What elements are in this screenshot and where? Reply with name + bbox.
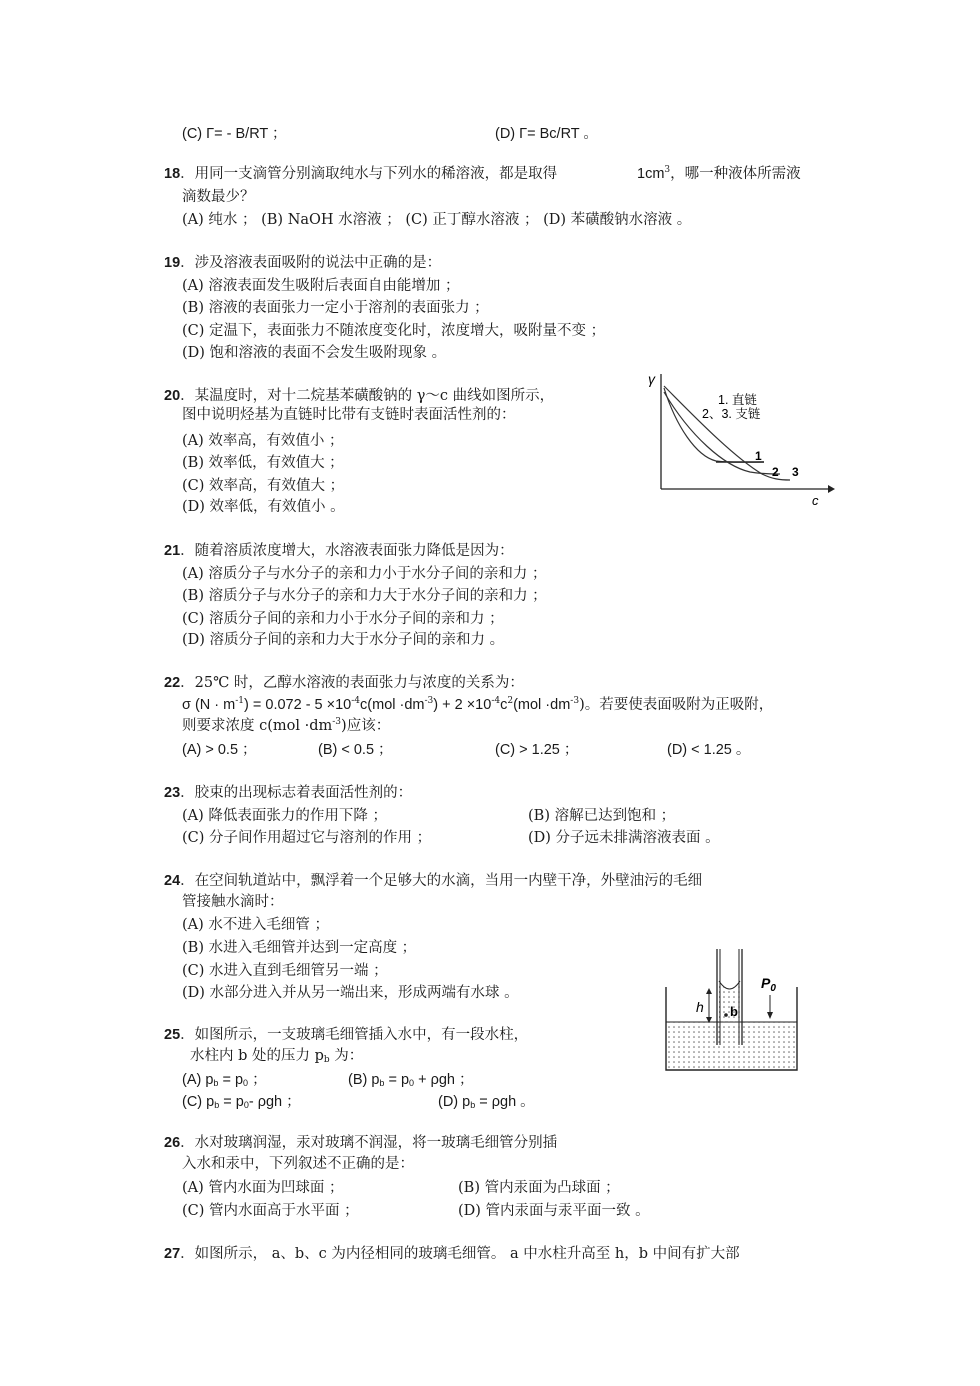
q26-stem-line2: 入水和汞中，下列叙述不正确的是： — [182, 1156, 414, 1172]
q25-height-arrow-top — [706, 988, 712, 994]
q25-opt-c-3: - ρgh ； — [248, 1094, 301, 1110]
q18-stem-unit — [637, 164, 801, 184]
q23-option-d: (D) 分子远未排满溶液表面 。 — [528, 830, 720, 846]
q17-option-c: (C) Γ= - B/RT ； — [182, 126, 287, 142]
q25-option-c — [182, 1092, 301, 1112]
q19-option-d: (D) 饱和溶液的表面不会发生吸附现象 。 — [182, 345, 447, 361]
q20-curve-label-3: 3 — [792, 465, 799, 479]
q22-stem-3a: 则要求浓度 c(mol ·dm — [182, 718, 333, 734]
q21-stem — [164, 541, 514, 561]
q19-stem — [164, 253, 441, 273]
q27-stem-text: ．如图所示， a、b、c 为内径相同的玻璃毛细管。 a 中水柱升高至 h，b 中间有扩大部 — [180, 1246, 740, 1262]
q25-opt-a-sub2: 0 — [243, 1078, 249, 1088]
q24-stem-line2: 管接触水滴时： — [182, 894, 284, 910]
q18-unit-sup: 3 — [664, 165, 671, 175]
q25-label-p-sub: 0 — [770, 983, 776, 994]
q24-option-d: (D) 水部分进入并从另一端出来，形成两端有水球 。 — [182, 985, 519, 1001]
q22-eq-2: ) = 0.072 - 5 ×10 — [244, 697, 352, 713]
q22-equation — [182, 695, 773, 715]
q20-y-label: γ — [648, 371, 655, 387]
q18-stem-a: ．用同一支滴管分别滴取纯水与下列水的稀溶液，都是取得 — [180, 166, 558, 182]
q23-option-a: (A) 降低表面张力的作用下降 ； — [182, 808, 388, 824]
q26-option-c: (C) 管内水面高于水平面 ； — [182, 1203, 359, 1219]
q25-option-d — [438, 1092, 535, 1112]
q25-opt-b-1: (B) p — [348, 1072, 380, 1088]
q25-opt-a-1: (A) p — [182, 1072, 214, 1088]
q20-x-label: c — [812, 493, 819, 508]
q25-opt-b-sub: b — [379, 1078, 385, 1088]
q24-option-c: (C) 水进入直到毛细管另一端 ； — [182, 963, 388, 979]
q22-stem-text: ．25℃ 时，乙醇水溶液的表面张力与浓度的关系为： — [180, 675, 524, 691]
q22-eq-1: σ (N · m — [182, 697, 236, 713]
q23-stem — [164, 783, 412, 803]
q20-number: 20 — [164, 388, 181, 404]
q22-eq-1-sup: -1 — [235, 696, 245, 706]
q20-option-c: (C) 效率高，有效值大 ； — [182, 478, 345, 494]
q25-stem-line2 — [190, 1046, 363, 1066]
q19-stem-text: ．涉及溶液表面吸附的说法中正确的是： — [180, 255, 442, 271]
q25-opt-c-1: (C) p — [182, 1094, 215, 1110]
q19-option-c: (C) 定温下，表面张力不随浓度变化时，浓度增大，吸附量不变 ； — [182, 323, 606, 339]
q20-curve-label-1: 1 — [755, 449, 762, 463]
q22-eq-6-sup: -3 — [570, 696, 580, 706]
q25-label-b: b — [730, 1004, 738, 1019]
q26-stem-text1: ．水对玻璃润湿，汞对玻璃不润湿，将一玻璃毛细管分别插 — [180, 1135, 558, 1151]
q22-stem-3b: )应该： — [341, 718, 391, 734]
q20-stem-line1 — [164, 386, 554, 406]
q21-option-d: (D) 溶质分子间的亲和力大于水分子间的亲和力 。 — [182, 632, 505, 648]
q21-option-c: (C) 溶质分子间的亲和力小于水分子间的亲和力 ； — [182, 611, 504, 627]
q22-stem-3-sup: -3 — [332, 717, 342, 727]
q23-number: 23 — [164, 785, 181, 801]
q22-stem-line3 — [182, 716, 390, 736]
q25-opt-a-2: = p — [218, 1072, 244, 1088]
q25-opt-d-1: (D) p — [438, 1094, 471, 1110]
q24-option-a: (A) 水不进入毛细管 ； — [182, 917, 330, 933]
q25-opt-c-sub: b — [214, 1100, 220, 1110]
q25-stem-2-sub: b — [323, 1055, 330, 1065]
q25-opt-d-sub: b — [470, 1100, 476, 1110]
q22-stem — [164, 673, 524, 693]
q26-option-a: (A) 管内水面为凹球面 ； — [182, 1180, 344, 1196]
q24-stem-line1 — [164, 871, 702, 891]
q25-p0-arrowhead — [767, 1012, 773, 1019]
q22-eq-2-sup: -4 — [351, 696, 361, 706]
q25-opt-b-3: + ρgh ； — [414, 1072, 474, 1088]
q25-number: 25 — [164, 1027, 181, 1043]
q20-option-a: (A) 效率高，有效值小 ； — [182, 433, 344, 449]
q25-stem-text1: ．如图所示，一支玻璃毛细管插入水中，有一段水柱， — [180, 1027, 529, 1043]
q20-legend-2: 2、3. 支链 — [702, 407, 761, 421]
q25-option-a — [182, 1070, 267, 1090]
q22-eq-7: )。若要使表面吸附为正吸附， — [579, 697, 774, 713]
q25-label-h: h — [696, 999, 704, 1015]
q20-option-d: (D) 效率低，有效值小 。 — [182, 499, 345, 515]
q25-opt-b-2: = p — [384, 1072, 410, 1088]
q22-eq-5-sup: 2 — [507, 696, 514, 706]
q25-stem-2b: 为： — [329, 1048, 364, 1064]
q19-option-a: (A) 溶液表面发生吸附后表面自由能增加 ； — [182, 278, 460, 294]
q22-eq-4-sup: -4 — [491, 696, 501, 706]
q22-number: 22 — [164, 675, 181, 691]
q25-opt-c-sub2: 0 — [243, 1100, 249, 1110]
q26-stem-line1 — [164, 1133, 557, 1153]
q18-unit: 1cm — [637, 166, 665, 182]
q25-label-p: P — [761, 975, 771, 991]
q25-point-b — [724, 1013, 728, 1017]
q25-option-b — [348, 1070, 473, 1090]
q22-option-c: (C) > 1.25 ； — [495, 742, 579, 758]
q18-stem-line1 — [164, 164, 557, 184]
q21-option-a: (A) 溶质分子与水分子的亲和力小于水分子间的亲和力 ； — [182, 566, 547, 582]
q24-number: 24 — [164, 873, 181, 889]
q20-stem-line2: 图中说明烃基为直链时比带有支链时表面活性剂的： — [182, 407, 516, 423]
q24-stem-text1: ．在空间轨道站中，飘浮着一个足够大的水滴，当用一内壁干净，外壁油污的毛细 — [180, 873, 703, 889]
q21-option-b: (B) 溶质分子与水分子的亲和力大于水分子间的亲和力 ； — [182, 588, 547, 604]
q19-number: 19 — [164, 255, 181, 271]
q25-label-p0 — [761, 975, 776, 994]
q25-figure — [662, 945, 802, 1075]
q25-opt-a-3: ； — [248, 1072, 267, 1088]
q20-stem-text1: ．某温度时，对十二烷基苯磺酸钠的 γ～c 曲线如图所示， — [180, 388, 555, 404]
q23-option-b: (B) 溶解已达到饱和 ； — [528, 808, 676, 824]
q22-eq-6: (mol ·dm — [513, 697, 571, 713]
q20-x-arrow — [828, 485, 835, 493]
q26-option-d: (D) 管内汞面与汞平面一致 。 — [458, 1203, 650, 1219]
q23-stem-text: ．胶束的出现标志着表面活性剂的： — [180, 785, 413, 801]
q20-option-b: (B) 效率低，有效值大 ； — [182, 455, 344, 471]
q22-eq-3: c(mol ·dm — [360, 697, 425, 713]
q22-option-d: (D) < 1.25 。 — [667, 742, 751, 758]
q27-stem — [164, 1244, 740, 1264]
q18-number: 18 — [164, 166, 181, 182]
q25-opt-d-2: = ρgh 。 — [475, 1094, 535, 1110]
q22-eq-5: c — [500, 697, 508, 713]
q25-opt-b-sub2: 0 — [409, 1078, 415, 1088]
q25-stem-2: 水柱内 b 处的压力 p — [190, 1048, 324, 1064]
q19-option-b: (B) 溶液的表面张力一定小于溶剂的表面张力 ； — [182, 300, 489, 316]
q22-option-a: (A) > 0.5 ； — [182, 742, 257, 758]
q21-number: 21 — [164, 543, 181, 559]
q20-figure — [640, 364, 840, 512]
q25-opt-c-2: = p — [219, 1094, 244, 1110]
q25-stem-line1 — [164, 1025, 528, 1045]
q26-number: 26 — [164, 1135, 181, 1151]
q27-number: 27 — [164, 1246, 181, 1262]
q18-options: (A) 纯水 ； (B) NaOH 水溶液 ； (C) 正丁醇水溶液 ； (D) 苯磺酸钠水溶液 。 — [182, 212, 692, 228]
q20-curve-label-2: 2 — [772, 465, 779, 479]
q20-legend-1: 1. 直链 — [718, 393, 757, 407]
q23-option-c: (C) 分子间作用超过它与溶剂的作用 ； — [182, 830, 432, 846]
q17-option-d: (D) Γ= Bc/RT 。 — [495, 126, 598, 142]
q22-option-b: (B) < 0.5 ； — [318, 742, 393, 758]
q18-stem-line2: 滴数最少？ — [182, 189, 255, 205]
q18-stem-b: ，哪一种液体所需液 — [670, 166, 801, 182]
q24-option-b: (B) 水进入毛细管并达到一定高度 ； — [182, 940, 417, 956]
q22-eq-3-sup: -3 — [424, 696, 434, 706]
q22-eq-4: ) + 2 ×10 — [433, 697, 492, 713]
q21-stem-text: ．随着溶质浓度增大，水溶液表面张力降低是因为： — [180, 543, 514, 559]
q26-option-b: (B) 管内汞面为凸球面 ； — [458, 1180, 620, 1196]
q25-opt-a-sub: b — [213, 1078, 219, 1088]
q25-water — [667, 1022, 796, 1070]
